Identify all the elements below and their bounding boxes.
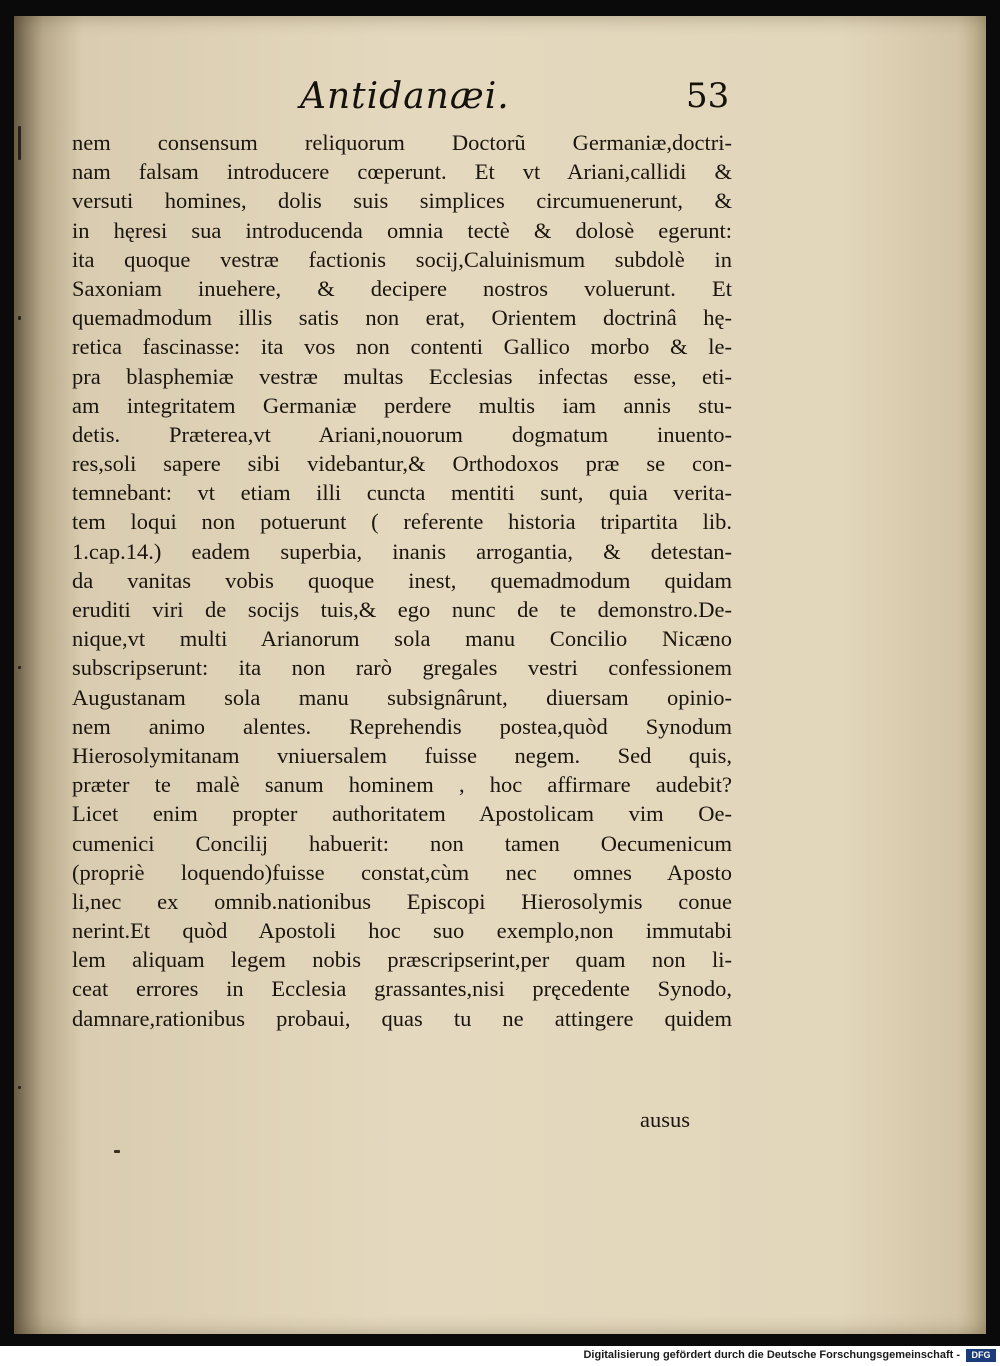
text-line: Licet enim propter authoritatem Apostolicam vim Oe- (72, 801, 732, 827)
body-text (72, 128, 732, 1033)
gutter-mark (18, 1086, 21, 1089)
text-line: versuti homines, dolis suis simplices circumuenerunt, & (72, 188, 732, 214)
text-line: nique,vt multi Arianorum sola manu Concilio Nicæno (72, 626, 732, 652)
text-line: nem animo alentes. Reprehendis postea,quòd Synodum (72, 713, 732, 739)
text-line: Augustanam sola manu subsignârunt, diuersam opinio- (72, 684, 732, 710)
text-line: ceat errores in Ecclesia grassantes,nisi pręcedente Synodo, (72, 976, 732, 1002)
text-line: (propriè loquendo)fuisse constat,cùm nec omnes Aposto (72, 859, 732, 885)
text-line: subscripserunt: ita non rarò gregales vestri confessionem (72, 655, 732, 681)
text-line: tem loqui non potuerunt ( referente historia tripartita lib. (72, 509, 732, 535)
gutter-mark (18, 316, 21, 320)
stray-ink-mark (114, 1150, 120, 1153)
text-line: res,soli sapere sibi videbantur,& Orthodoxos præ se con- (72, 451, 732, 477)
catchword: ausus (640, 1107, 690, 1132)
text-line: Saxoniam inuehere, & decipere nostros voluerunt. Et (72, 275, 732, 301)
text-line: eruditi viri de socijs tuis,& ego nunc de te demonstro.De- (72, 597, 732, 622)
text-line: pra blasphemiæ vestræ multas Ecclesias infectas esse, eti- (72, 363, 732, 389)
text-line: præter te malè sanum hominem , hoc affirmare audebit? (72, 772, 732, 798)
text-line: li,nec ex omnib.nationibus Episcopi Hierosolymis conue (72, 888, 732, 914)
page-number: 53 (686, 76, 730, 116)
text-line: retica fascinasse: ita vos non contenti Gallico morbo & le- (72, 334, 732, 360)
funding-credit: Digitalisierung gefördert durch die Deutsche Forschungsgemeinschaft - (583, 1349, 960, 1361)
text-line: ita quoque vestræ factionis socij,Caluinismum subdolè in (72, 246, 732, 272)
text-line: da vanitas vobis quoque inest, quemadmodum quidam (72, 567, 732, 593)
text-line: 1.cap.14.) eadem superbia, inanis arrogantia, & detestan- (72, 538, 732, 564)
text-line: cumenici Concilij habuerit: non tamen Oecumenicum (72, 830, 732, 856)
text-line: in hęresi sua introducenda omnia tectè & dolosè egerunt: (72, 217, 732, 243)
text-line: quemadmodum illis satis non erat, Orientem doctrinâ hę- (72, 305, 732, 331)
dfg-logo: DFG (966, 1349, 996, 1362)
gutter-marks (18, 106, 24, 1106)
text-line: Hierosolymitanam vniuersalem fuisse negem. Sed quis, (72, 742, 732, 768)
text-line: nem consensum reliquorum Doctorũ Germaniæ,doctri- (72, 130, 732, 155)
digitization-footer (0, 1346, 1000, 1366)
text-line: damnare,rationibus probaui, quas tu ne attingere quidem (72, 1005, 732, 1031)
gutter-mark (18, 126, 21, 160)
text-line: am integritatem Germaniæ perdere multis iam annis stu- (72, 392, 732, 418)
text-line: lem aliquam legem nobis præscripserint,per quam non li- (72, 947, 732, 973)
text-line: nerint.Et quòd Apostoli hoc suo exemplo,non immutabi (72, 918, 732, 944)
gutter-mark (18, 666, 21, 669)
running-head (0, 66, 1000, 126)
text-line: temnebant: vt etiam illi cuncta mentiti sunt, quia verita- (72, 480, 732, 506)
text-line: detis. Præterea,vt Ariani,nouorum dogmatum inuento- (72, 421, 732, 447)
text-line: nam falsam introducere cœperunt. Et vt Ariani,callidi & (72, 159, 732, 185)
running-title: Antidanæi. (300, 76, 510, 117)
